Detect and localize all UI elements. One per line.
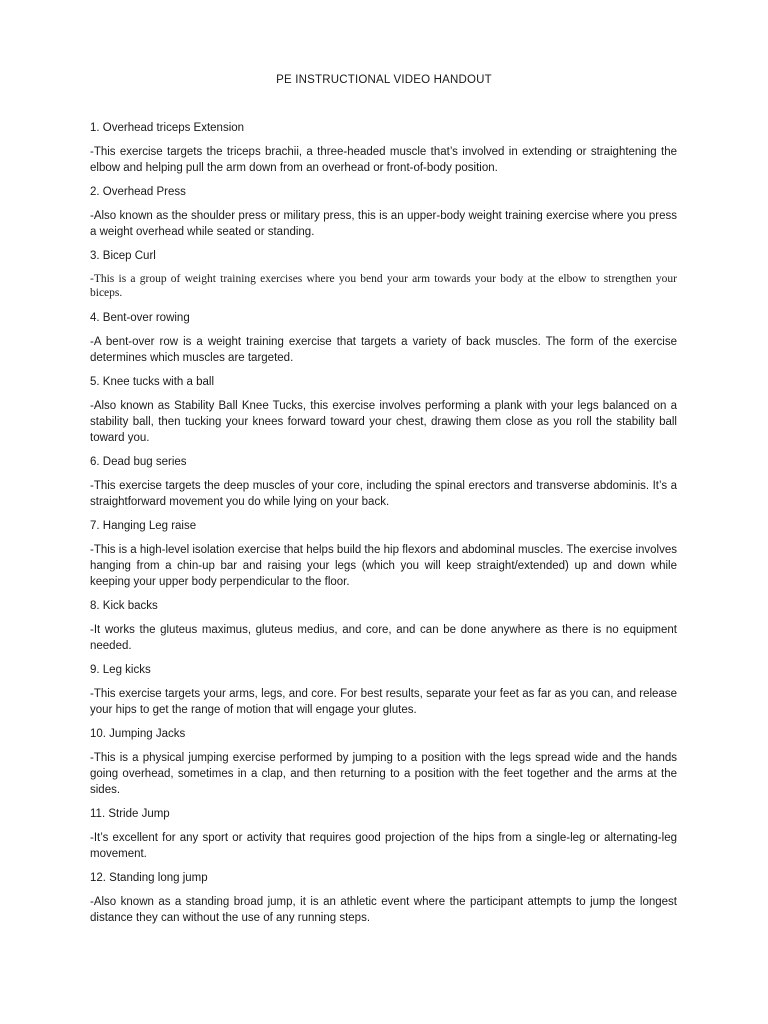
- exercise-entry: [90, 870, 677, 926]
- document-title: PE INSTRUCTIONAL VIDEO HANDOUT: [276, 74, 492, 86]
- exercise-heading: 6. Dead bug series: [90, 456, 187, 468]
- exercise-heading: 8. Kick backs: [90, 600, 158, 612]
- exercise-entry: [90, 310, 677, 366]
- exercise-description: -This is a physical jumping exercise performed by jumping to a position with the legs spread wide and the hands going overhead, sometimes in a clap, and then returning to a position with the feet together and the arms at the sides.: [90, 752, 677, 796]
- exercise-heading: 4. Bent-over rowing: [90, 312, 190, 324]
- exercise-heading: 2. Overhead Press: [90, 186, 186, 198]
- exercise-description: -This is a high-level isolation exercise that helps build the hip flexors and abdominal muscles. The exercise involves hanging from a chin-up bar and raising your legs (which you will keep straight/extended) up and down while keeping your upper body perpendicular to the floor.: [90, 544, 677, 588]
- exercise-entry: [90, 662, 677, 718]
- exercise-entry: [90, 454, 677, 510]
- exercise-entry: [90, 184, 677, 240]
- exercise-entry: [90, 806, 677, 862]
- exercise-description: -This exercise targets your arms, legs, and core. For best results, separate your feet as far as you can, and release your hips to get the range of motion that will engage your glutes.: [90, 688, 677, 716]
- exercise-description: -It’s excellent for any sport or activity that requires good projection of the hips from a single-leg or alternating-leg movement.: [90, 832, 677, 860]
- exercise-heading: 3. Bicep Curl: [90, 250, 156, 262]
- exercise-description: -Also known as a standing broad jump, it is an athletic event where the participant attempts to jump the longest distance they can without the use of any running steps.: [90, 896, 677, 924]
- exercise-description: -Also known as the shoulder press or military press, this is an upper-body weight training exercise where you press a weight overhead while seated or standing.: [90, 210, 677, 238]
- exercise-entry: [90, 374, 677, 446]
- exercise-entry: [90, 726, 677, 798]
- exercise-entry: [90, 518, 677, 590]
- document-body: [90, 120, 677, 934]
- exercise-heading: 9. Leg kicks: [90, 664, 151, 676]
- exercise-heading: 12. Standing long jump: [90, 872, 208, 884]
- exercise-heading: 7. Hanging Leg raise: [90, 520, 197, 532]
- exercise-description: -This exercise targets the triceps brachii, a three-headed muscle that’s involved in extending or straightening the elbow and helping pull the arm down from an overhead or front-of-body position.: [90, 146, 677, 174]
- exercise-heading: 11. Stride Jump: [90, 808, 170, 820]
- exercise-description: -This is a group of weight training exercises where you bend your arm towards your body at the elbow to strengthen your biceps.: [90, 273, 677, 299]
- exercise-description: -This exercise targets the deep muscles of your core, including the spinal erectors and transverse abdominis. It’s a straightforward movement you do while lying on your back.: [90, 480, 677, 508]
- exercise-description: -Also known as Stability Ball Knee Tucks, this exercise involves performing a plank with your legs balanced on a stability ball, then tucking your knees forward toward your chest, drawing them close as you roll the stability ball toward you.: [90, 400, 677, 444]
- exercise-heading: 1. Overhead triceps Extension: [90, 122, 245, 134]
- exercise-heading: 5. Knee tucks with a ball: [90, 376, 215, 388]
- exercise-entry: [90, 120, 677, 176]
- exercise-heading: 10. Jumping Jacks: [90, 728, 186, 740]
- exercise-entry: [90, 598, 677, 654]
- exercise-description: -It works the gluteus maximus, gluteus medius, and core, and can be done anywhere as there is no equipment needed.: [90, 624, 677, 652]
- exercise-description: -A bent-over row is a weight training exercise that targets a variety of back muscles. The form of the exercise determines which muscles are targeted.: [90, 336, 677, 364]
- exercise-entry: [90, 248, 677, 300]
